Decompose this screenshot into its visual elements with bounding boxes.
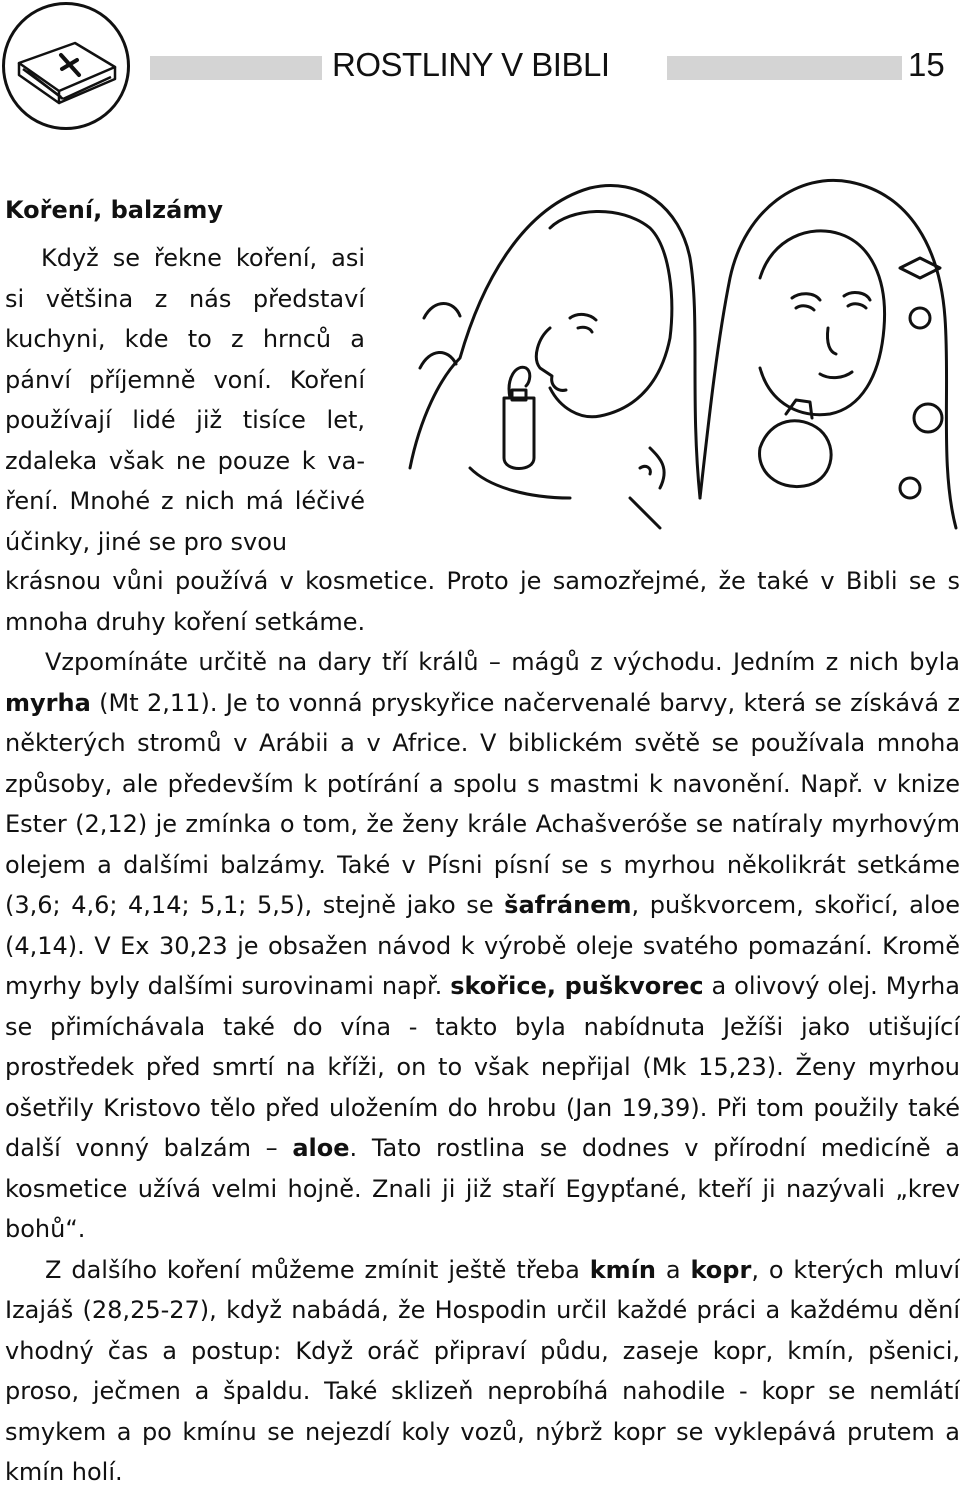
- term-skorice-puskvorec: skořice, puškvorec: [450, 972, 704, 1000]
- term-kmin: kmín: [589, 1255, 656, 1284]
- page-title: ROSTLINY V BIBLI: [332, 46, 610, 83]
- text-run: Z dalšího koření můžeme zmínit ještě třeba: [45, 1255, 590, 1284]
- text-run: , puškvorcem, skořicí, aloe (4,14). V Ex 30,23 je obsažen návod k výrobě oleje svatého pomazání. Kromě myrhy byly dalšími surovinami např.: [5, 891, 960, 1000]
- text-run: a olivový olej. Myrha se přimíchávala také do vína - takto byla nabídnuta Ježíši jako utišující prostředek před smrtí na kříži, on to však nepřijal (Mk 15,23). Ženy myrhou ošetřily Kristovo tělo před uložením do hrobu (Jan 19,39). Při tom použily také další vonný balzám –: [5, 972, 960, 1162]
- bible-book-icon: [5, 5, 127, 127]
- page-number: 15: [908, 46, 945, 83]
- section-heading: Koření, balzámy: [5, 196, 223, 224]
- intro-paragraph: Když se řekne koření, asi si většina z nás představí kuchyni, kde to z hrnců a pánví příjemně voní. Koření používají lidé již tisíce let, zdaleka však ne pouze k vaření. Mnohé z nich má léčivé účinky, jiné se pro svou: [5, 244, 365, 556]
- paragraph-1: krásnou vůni používá v kosmetice. Proto je samozřejmé, že také v Bibli se s mnoha druhy koření setkáme.: [5, 567, 960, 636]
- text-run: , o kterých mluví Izajáš (28,25-27), když nabádá, že Hospodin určil každé práci a každému dění vhodný čas a postup: Když oráč připraví půdu, zaseje kopr, kmín, pšenici, proso, ječmen a špaldu. Také sklizeň neprobíhá nahodile - kopr se nemlátí smykem a po kmínu se nejezdí koly vozů, nýbrž kopr se vyklepává prutem a kmín holí.: [5, 1255, 960, 1486]
- text-run: (Mt 2,11). Je to vonná pryskyřice načervenalé barvy, která se získává z některých stromů v Arábii a v Africe. V biblickém světě se používala mnoha způsoby, ale především k potírání a spolu s mastmi k navonění. Např. v knize Ester (2,12) je zmínka o tom, že ženy krále Achašveróše se natíraly myrhovým olejem a dalšími balzámy. Také v Písni písní se s myrhou několikrát setkáme (3,6; 4,6; 4,14; 5,1; 5,5), stejně jako se: [5, 688, 960, 919]
- term-myrha: myrha: [5, 688, 91, 717]
- paragraph-2: [5, 642, 960, 1250]
- page-header: [150, 38, 960, 94]
- header-bar-right: [667, 56, 902, 80]
- bible-badge: [2, 2, 130, 130]
- text-run: . Tato rostlina se dodnes v přírodní medicíně a kosmetice užívá velmi hojně. Znali ji již staří Egypťané, kteří ji nazývali „krev bohů“.: [5, 1134, 960, 1243]
- article-body: [5, 561, 960, 1493]
- two-women-with-perfume-vessels-illustration: [400, 168, 960, 540]
- text-run: Vzpomínáte určitě na dary tří králů – mágů z východu. Jedním z nich byla: [45, 648, 960, 676]
- paragraph-3: [5, 1250, 960, 1493]
- term-safran: šafránem: [504, 891, 632, 919]
- term-aloe: aloe: [292, 1134, 350, 1162]
- text-run: a: [655, 1255, 691, 1284]
- header-bar-left: [150, 56, 322, 80]
- term-kopr: kopr: [690, 1255, 752, 1284]
